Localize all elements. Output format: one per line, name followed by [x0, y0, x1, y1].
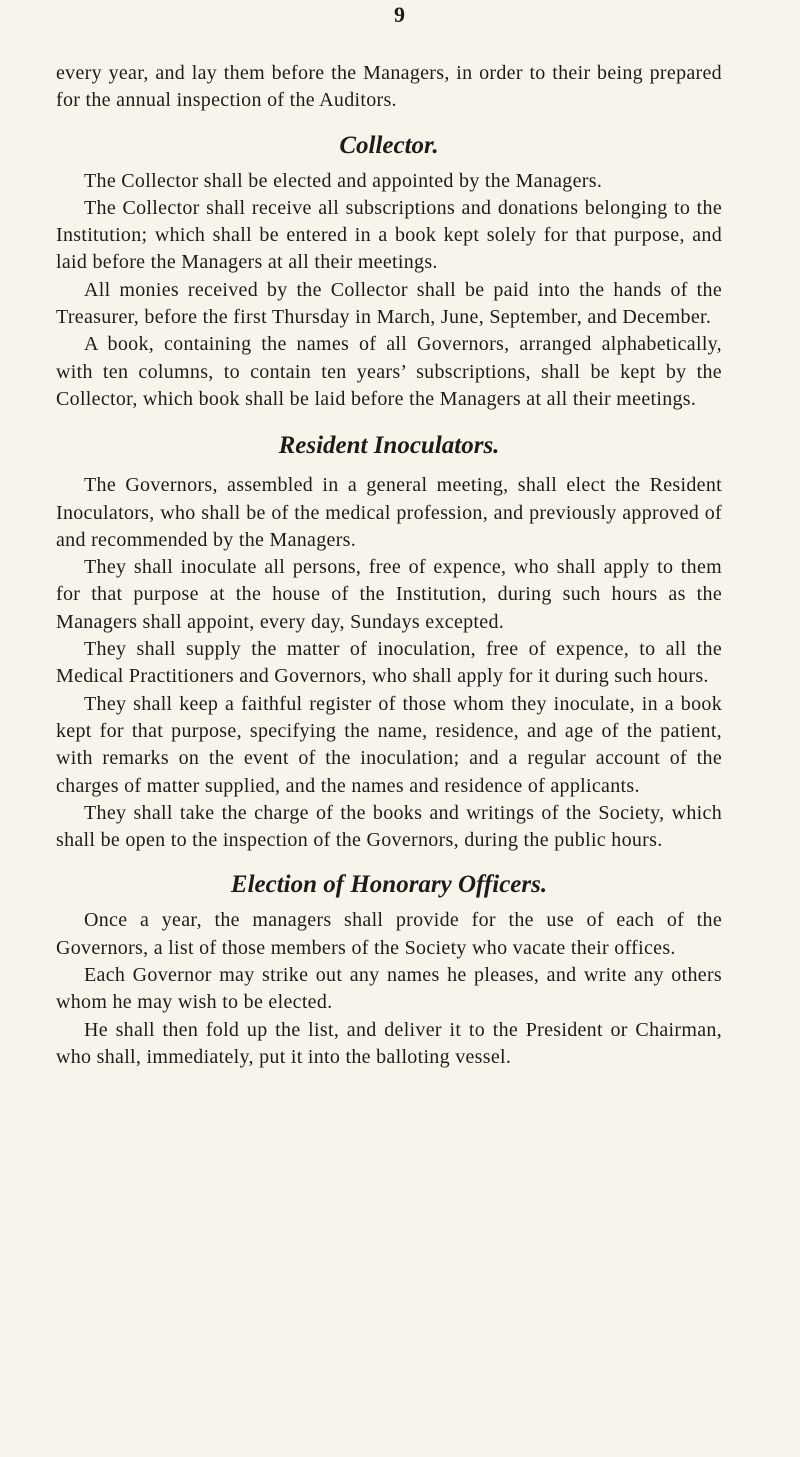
election-paragraph-1: Once a year, the managers shall provide for the use of each of the Governors, a list of those members of the Society who vacate their offices. [56, 909, 722, 959]
inoculators-paragraph-5: They shall take the charge of the books and writings of the Society, which shall be open to the inspection of the Governors, during the public hours. [56, 801, 722, 852]
page-number: 9 [394, 2, 406, 27]
inoculators-paragraph-4: They shall keep a faithful register of those whom they inoculate, in a book kept for that purpose, specifying the name, residence, and age of the patient, with remarks on the event of the inoculation; and a regular account of the charges of matter supplied, and the names and residence of applicants. [56, 692, 722, 797]
collector-paragraph-3: All monies received by the Collector shall be paid into the hands of the Treasurer, before the first Thursday in March, June, September, and December. [56, 278, 722, 329]
section-collector [56, 130, 722, 414]
collector-paragraph-2: The Collector shall receive all subscriptions and donations belonging to the Institution; which shall be entered in a book kept solely for that purpose, and laid before the Managers at all their meetings. [56, 196, 722, 274]
section-election-honorary-officers [56, 869, 722, 1071]
inoculators-paragraph-2: They shall inoculate all persons, free of expence, who shall apply to them for that purpose at the house of the Institution, during such hours as the Managers shall appoint, every day, Sundays excepted. [56, 556, 722, 633]
collector-paragraph-1: The Collector shall be elected and appointed by the Managers. [84, 169, 603, 192]
page-content [56, 0, 722, 1071]
section-heading-election-honorary-officers: Election of Honorary Officers. [230, 871, 548, 899]
election-paragraph-3: He shall then fold up the list, and deliver it to the President or Chairman, who shall, immediately, put it into the balloting vessel. [56, 1018, 722, 1068]
section-resident-inoculators [56, 430, 722, 854]
section-heading-resident-inoculators: Resident Inoculators. [278, 432, 500, 460]
intro-paragraph: every year, and lay them before the Managers, in order to their being prepared for the annual inspection of the Auditors. [56, 62, 722, 112]
inoculators-paragraph-1: The Governors, assembled in a general meeting, shall elect the Resident Inoculators, who shall be of the medical profession, and previously approved of and recommended by the Managers. [56, 474, 722, 551]
inoculators-paragraph-3: They shall supply the matter of inoculation, free of expence, to all the Medical Practitioners and Governors, who shall apply for it during such hours. [56, 638, 722, 688]
collector-paragraph-4: A book, containing the names of all Governors, arranged alphabetically, with ten columns, to contain ten years’ subscriptions, shall be kept by the Collector, which book shall be laid before the Managers at all their meetings. [56, 333, 722, 410]
section-heading-collector: Collector. [339, 131, 439, 159]
election-paragraph-2: Each Governor may strike out any names he pleases, and write any others whom he may wish to be elected. [56, 964, 722, 1014]
